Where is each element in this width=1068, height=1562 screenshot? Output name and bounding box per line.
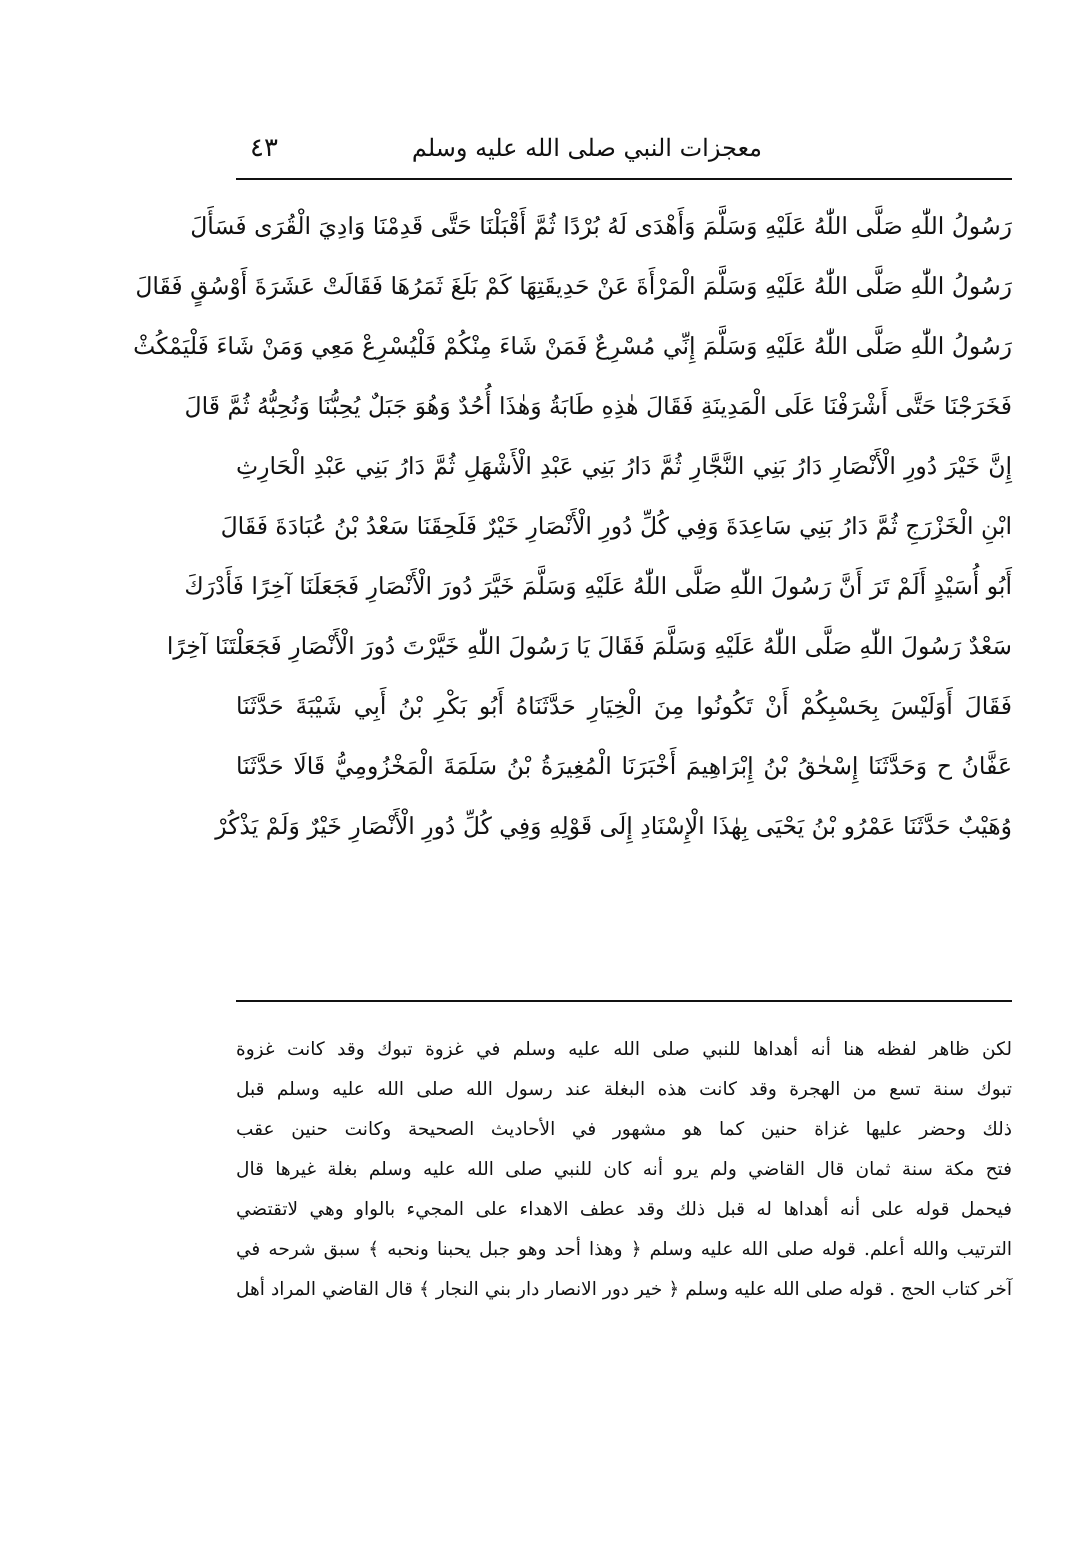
header-rule: [236, 178, 1012, 180]
text-line: ابْنِ الْخَزْرَجِ ثُمَّ دَارُ بَنِي سَاعِدَةَ وَفِي كُلِّ دُورِ الْأَنْصَارِ خَيْرٌ فَلَحِقَنَا سَعْدُ بْنُ عُبَادَةَ فَقَالَ: [220, 512, 1012, 540]
commentary-line: آخر كتاب الحج . قوله صلى الله عليه وسلم ﴿ خير دور الانصار دار بني النجار ﴾ قال القاضي المراد أهل: [236, 1279, 1012, 1300]
page-number: ٤٣: [250, 133, 278, 163]
text-line: أَبُو أُسَيْدٍ أَلَمْ تَرَ أَنَّ رَسُولَ اللّٰهِ صَلَّى اللّٰهُ عَلَيْهِ وَسَلَّمَ خَيَّرَ دُورَ الْأَنْصَارِ فَجَعَلَنَا آخِرًا فَأَدْرَكَ: [184, 572, 1012, 600]
commentary-text: [236, 1030, 1012, 1310]
text-line: إِنَّ خَيْرَ دُورِ الْأَنْصَارِ دَارُ بَنِي النَّجَّارِ ثُمَّ دَارُ بَنِي عَبْدِ الْأَشْهَلِ ثُمَّ دَارُ بَنِي عَبْدِ الْحَارِثِ: [236, 452, 1012, 480]
text-line: فَقَالَ أَوَلَيْسَ بِحَسْبِكُمْ أَنْ تَكُونُوا مِنَ الْخِيَارِ حَدَّثَنَاهُ أَبُو بَكْرِ بْنُ أَبِي شَيْبَةَ حَدَّثَنَا: [236, 692, 1012, 720]
page-header: [236, 128, 1012, 168]
text-line: رَسُولُ اللّٰهِ صَلَّى اللّٰهُ عَلَيْهِ وَسَلَّمَ وَأَهْدَى لَهُ بُرْدًا ثُمَّ أَقْبَلْنَا حَتَّى قَدِمْنَا وَادِيَ الْقُرَى فَسَأَلَ: [190, 212, 1012, 240]
text-line: سَعْدٌ رَسُولَ اللّٰهِ صَلَّى اللّٰهُ عَلَيْهِ وَسَلَّمَ فَقَالَ يَا رَسُولَ اللّٰهِ خَيَّرْتَ دُورَ الْأَنْصَارِ فَجَعَلْتَنَا آخِرًا: [166, 632, 1012, 660]
commentary-line: لكن ظاهر لفظه هنا أنه أهداها للنبي صلى الله عليه وسلم في غزوة تبوك وقد كانت غزوة: [236, 1039, 1012, 1060]
text-line: وُهَيْبٌ حَدَّثَنَا عَمْرُو بْنُ يَحْيَى بِهٰذَا الْإِسْنَادِ إِلَى قَوْلِهِ وَفِي كُلِّ دُورِ الْأَنْصَارِ خَيْرٌ وَلَمْ يَذْكُرْ: [215, 812, 1012, 840]
hadith-text: [133, 196, 1012, 856]
text-line: رَسُولُ اللّٰهِ صَلَّى اللّٰهُ عَلَيْهِ وَسَلَّمَ الْمَرْأَةَ عَنْ حَدِيقَتِهَا كَمْ بَلَغَ ثَمَرُهَا فَقَالَتْ عَشَرَةَ أَوْسُقٍ فَقَالَ: [135, 272, 1012, 300]
commentary-line: ذلك وحضر عليها غزاة حنين كما هو مشهور في الأحاديث الصحيحة وكانت حنين عقب: [236, 1119, 1012, 1140]
commentary-line: فيحمل قوله على أنه أهداها له قبل ذلك وقد عطف الاهداء على المجيء بالواو وهي لاتقتضي: [236, 1199, 1012, 1220]
footnote-rule: [236, 1000, 1012, 1002]
commentary-line: الترتيب والله أعلم. قوله صلى الله عليه وسلم ﴿ وهذا أحد وهو جبل يحبنا ونحبه ﴾ سبق شرحه في: [236, 1239, 1012, 1260]
text-line: عَفَّانُ ح وَحَدَّثَنَا إِسْحٰقُ بْنُ إِبْرَاهِيمَ أَخْبَرَنَا الْمُغِيرَةُ بْنُ سَلَمَةَ الْمَخْزُومِيُّ قَالَا حَدَّثَنَا: [236, 752, 1012, 780]
text-line: فَخَرَجْنَا حَتَّى أَشْرَفْنَا عَلَى الْمَدِينَةِ فَقَالَ هٰذِهِ طَابَةُ وَهٰذَا أُحُدٌ وَهُوَ جَبَلٌ يُحِبُّنَا وَنُحِبُّهُ ثُمَّ قَالَ: [184, 392, 1012, 420]
running-title: معجزات النبي صلى الله عليه وسلم: [411, 134, 762, 162]
text-line: رَسُولُ اللّٰهِ صَلَّى اللّٰهُ عَلَيْهِ وَسَلَّمَ إِنِّي مُسْرِعٌ فَمَنْ شَاءَ مِنْكُمْ فَلْيُسْرِعْ مَعِي وَمَنْ شَاءَ فَلْيَمْكُثْ: [133, 332, 1012, 360]
commentary-line: فتح مكة سنة ثمان قال القاضي ولم يرو أنه كان للنبي صلى الله عليه وسلم بغلة غيرها قال: [236, 1159, 1012, 1180]
commentary-line: تبوك سنة تسع من الهجرة وقد كانت هذه البغلة عند رسول الله صلى الله عليه وسلم قبل: [236, 1079, 1012, 1100]
